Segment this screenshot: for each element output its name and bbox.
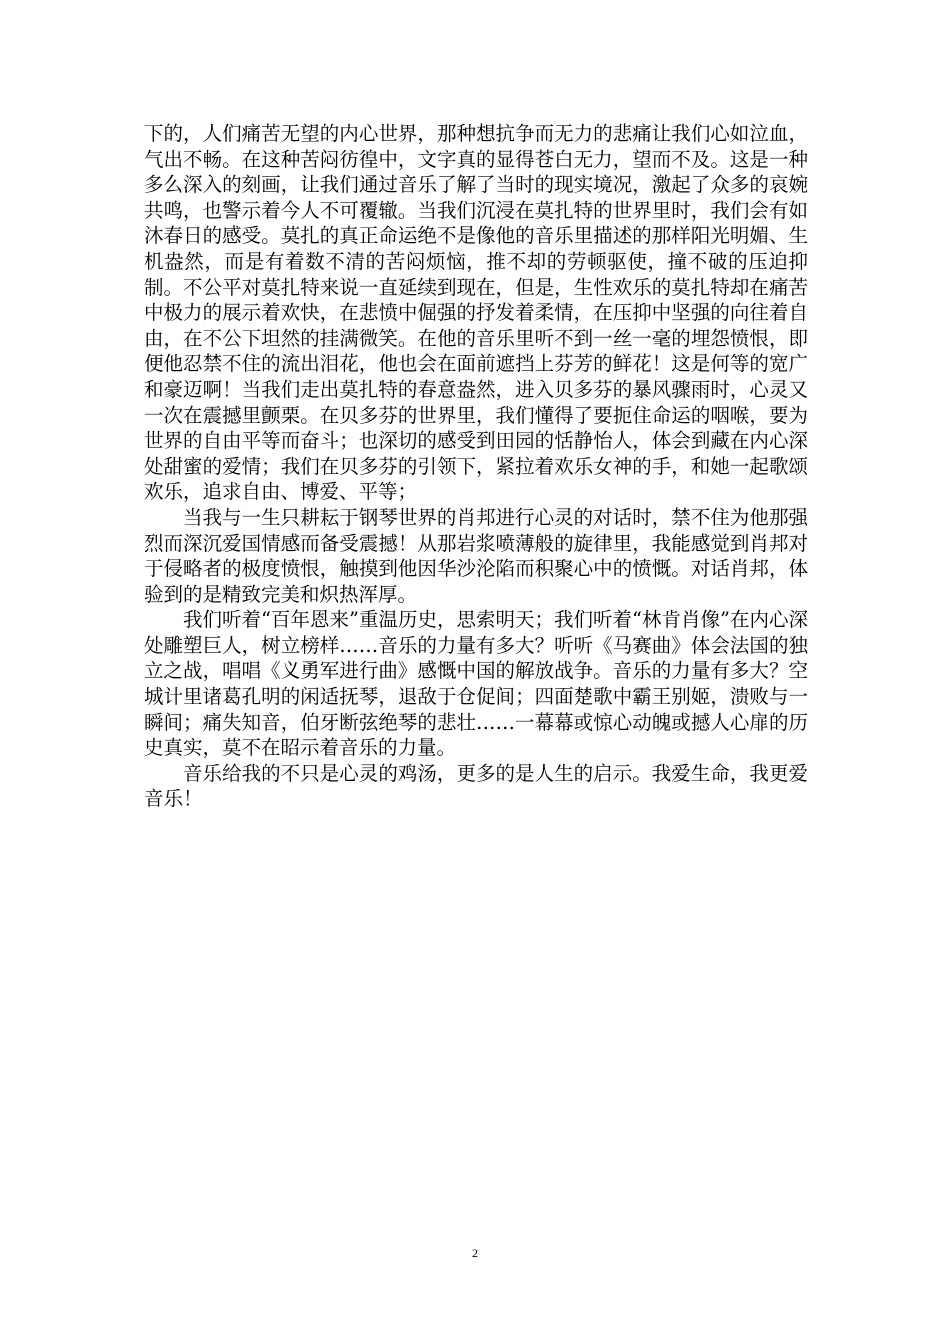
- paragraph: 我们听着“百年恩来”重温历史，思索明天；我们听着“林肯肖像”在内心深处雕塑巨人，树立榜样……音乐的力量有多大？听听《马赛曲》体会法国的独立之战，唱唱《义勇军进行曲》感慨中国的解放战争。音乐的力量有多大？空城计里诸葛孔明的闲适抚琴，退敌于仓促间；四面楚歌中霸王别姬，溃败与一瞬间；痛失知音，伯牙断弦绝琴的悲壮……一幕幕或惊心动魄或撼人心扉的历史真实，莫不在昭示着音乐的力量。: [144, 608, 808, 760]
- body-text: [144, 121, 808, 812]
- paragraph: 当我与一生只耕耘于钢琴世界的肖邦进行心灵的对话时，禁不住为他那强烈而深沉爱国情感而备受震撼！从那岩浆喷薄般的旋律里，我能感觉到肖邦对于侵略者的极度愤恨，触摸到他因华沙沦陷而积聚心中的愤慨。对话肖邦，体验到的是精致完美和炽热浑厚。: [144, 505, 808, 606]
- paragraph: 音乐给我的不只是心灵的鸡汤，更多的是人生的启示。我爱生命，我更爱音乐！: [144, 761, 808, 811]
- page-number: 2: [472, 1246, 478, 1260]
- paragraph: 下的，人们痛苦无望的内心世界，那种想抗争而无力的悲痛让我们心如泣血，气出不畅。在这种苦闷彷徨中，文字真的显得苍白无力，望而不及。这是一种多么深入的刻画，让我们通过音乐了解了当时的现实境况，激起了众多的哀婉共鸣，也警示着今人不可覆辙。当我们沉浸在莫扎特的世界里时，我们会有如沐春日的感受。莫扎的真正命运绝不是像他的音乐里描述的那样阳光明媚、生机盎然，而是有着数不清的苦闷烦恼，推不却的劳顿驱使，撞不破的压迫抑制。不公平对莫扎特来说一直延续到现在，但是，生性欢乐的莫扎特却在痛苦中极力的展示着欢快，在悲愤中倔强的抒发着柔情，在压抑中坚强的向往着自由，在不公下坦然的挂满微笑。在他的音乐里听不到一丝一毫的埋怨愤恨，即便他忍禁不住的流出泪花，他也会在面前遮挡上芬芳的鲜花！这是何等的宽广和豪迈啊！当我们走出莫扎特的春意盎然，进入贝多芬的暴风骤雨时，心灵又一次在震撼里颤栗。在贝多芬的世界里，我们懂得了要扼住命运的咽喉，要为世界的自由平等而奋斗；也深切的感受到田园的恬静怡人，体会到藏在内心深处甜蜜的爱情；我们在贝多芬的引领下，紧拉着欢乐女神的手，和她一起歌颂欢乐，追求自由、博爱、平等；: [144, 122, 808, 504]
